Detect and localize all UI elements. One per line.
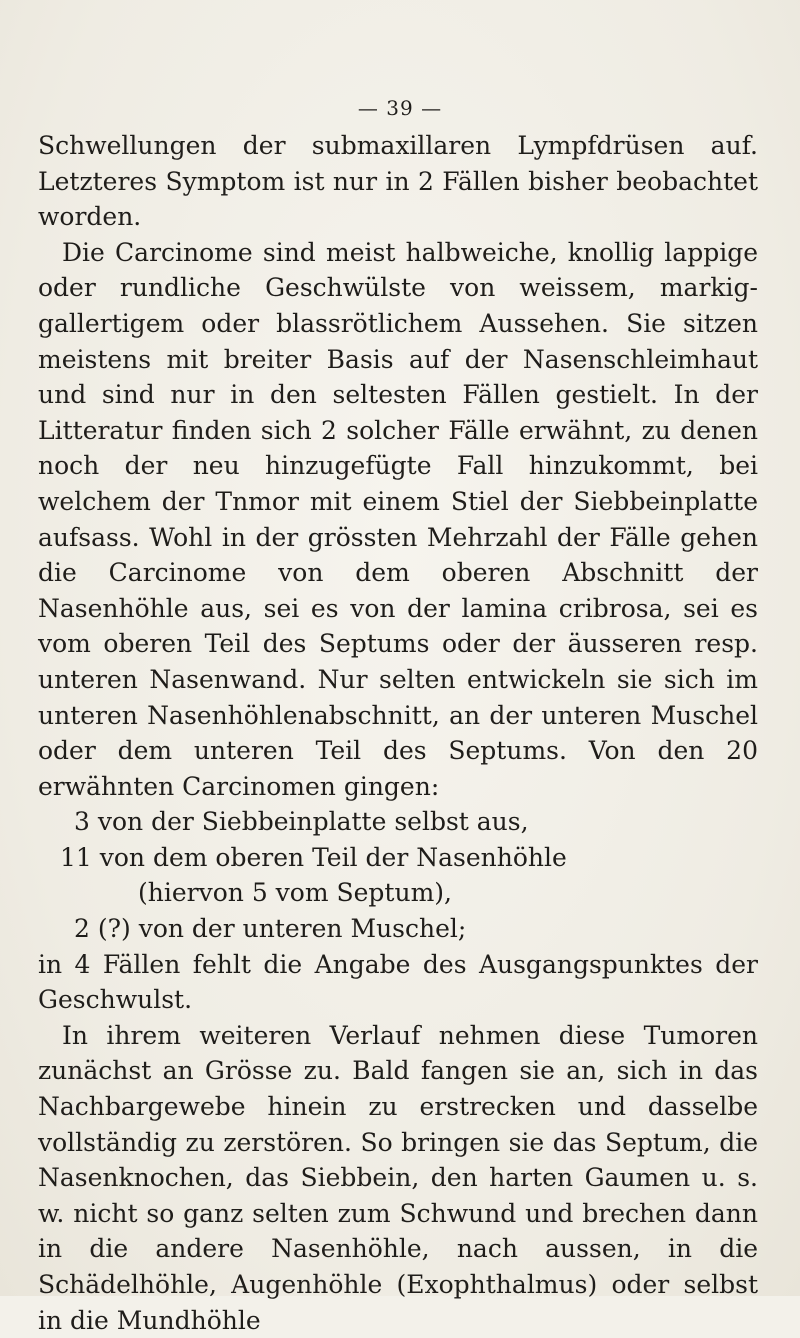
paragraph-continuation: Schwellungen der submaxillaren Lympfdrüsen auf. Letzteres Symptom ist nur in 2 Fällen bisher beobachtet worden. — [38, 131, 758, 232]
page-number: — 39 — — [357, 96, 443, 120]
paragraph-missing-origin: in 4 Fällen fehlt die Angabe des Ausgangspunktes der Geschwulst. — [38, 949, 758, 1015]
origin-list — [38, 804, 758, 946]
list-item: 11 von dem oberen Teil der Nasenhöhle — [60, 842, 567, 872]
list-item: 3 von der Siebbeinplatte selbst aus, — [74, 807, 529, 837]
list-item: 2 (?) von der unteren Muschel; — [74, 914, 467, 944]
paragraph-carcinome: Die Carcinome sind meist halbweiche, knollig lappige oder rundliche Geschwülste von weissem, markig-gallertigem oder blassrötlichem Aussehen. Sie sitzen meistens mit breiter Basis auf der Nasenschleimhaut und sind nur in den seltesten Fällen gestielt. In der Litteratur finden sich 2 solcher Fälle erwähnt, zu denen noch der neu hinzugefügte Fall hinzukommt, bei welchem der Tnmor mit einem Stiel der Siebbeinplatte aufsass. Wohl in der grössten Mehrzahl der Fälle gehen die Carcinome von dem oberen Abschnitt der Nasenhöhle aus, sei es von der lamina cribrosa, sei es vom oberen Teil des Septums oder der äusseren resp. unteren Nasenwand. Nur selten entwickeln sie sich im unteren Nasenhöhlenabschnitt, an der unteren Muschel oder dem unteren Teil des Septums. Von den 20 erwähnten Carcinomen gingen: — [38, 237, 758, 801]
paragraph-verlauf: In ihrem weiteren Verlauf nehmen diese Tumoren zunächst an Grösse zu. Bald fangen sie an, sich in das Nachbargewebe hinein zu erstrecken und dasselbe vollständig zu zerstören. So bringen sie das Septum, die Nasenknochen, das Siebbein, den harten Gaumen u. s. w. nicht so ganz selten zum Schwund und brechen dann in die andere Nasenhöhle, nach aussen, in die Schädelhöhle, Augenhöhle (Exophthalmus) oder selbst in die Mundhöhle — [38, 1020, 758, 1335]
body-text — [38, 128, 758, 1338]
list-item: (hiervon 5 vom Septum), — [138, 878, 452, 908]
